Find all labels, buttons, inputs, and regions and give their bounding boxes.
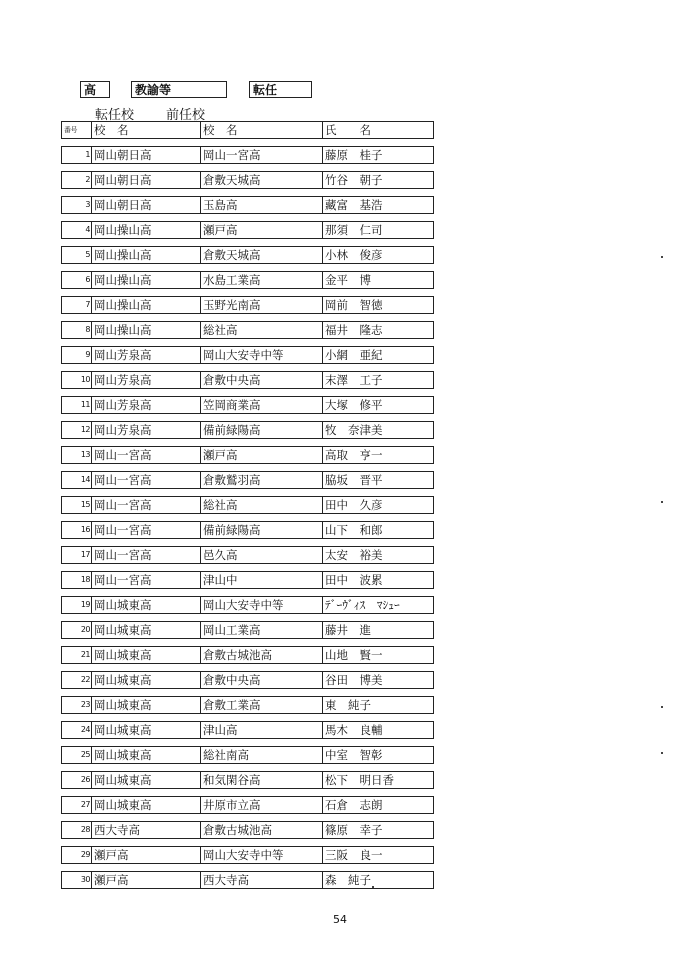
to-school: 岡山城東高 xyxy=(91,746,200,764)
table-row xyxy=(61,471,434,489)
row-spacer-cell xyxy=(61,714,434,721)
teacher-name: 森 純子 xyxy=(322,871,434,889)
teacher-name: 山地 賢一 xyxy=(322,646,434,664)
row-spacer xyxy=(61,214,434,221)
table-row xyxy=(61,371,434,389)
table-row xyxy=(61,596,434,614)
to-school: 瀬戸高 xyxy=(91,846,200,864)
row-spacer xyxy=(61,514,434,521)
row-spacer xyxy=(61,339,434,346)
from-school: 西大寺高 xyxy=(200,871,322,889)
row-number: 16 xyxy=(61,521,91,539)
from-school: 備前緑陽高 xyxy=(200,521,322,539)
row-spacer-cell xyxy=(61,389,434,396)
from-school: 備前緑陽高 xyxy=(200,421,322,439)
teacher-name: 大塚 修平 xyxy=(322,396,434,414)
to-school: 岡山操山高 xyxy=(91,271,200,289)
row-spacer xyxy=(61,314,434,321)
from-school: 津山中 xyxy=(200,571,322,589)
row-spacer xyxy=(61,539,434,546)
row-spacer-cell xyxy=(61,214,434,221)
row-number: 12 xyxy=(61,421,91,439)
from-school: 玉野光南高 xyxy=(200,296,322,314)
teacher-name: ﾃﾞｰｳﾞｨｽ ﾏｼｭｰ xyxy=(322,596,434,614)
table-row xyxy=(61,221,434,239)
row-number: 15 xyxy=(61,496,91,514)
teacher-name: 那須 仁司 xyxy=(322,221,434,239)
teacher-name: 藤原 桂子 xyxy=(322,146,434,164)
row-spacer-cell xyxy=(61,339,434,346)
to-school: 岡山城東高 xyxy=(91,621,200,639)
table-row xyxy=(61,296,434,314)
scan-dot xyxy=(661,256,663,258)
row-spacer xyxy=(61,464,434,471)
row-spacer-cell xyxy=(61,764,434,771)
row-spacer-cell xyxy=(61,289,434,296)
from-school: 和気閑谷高 xyxy=(200,771,322,789)
teacher-name: 馬木 良輔 xyxy=(322,721,434,739)
row-spacer-cell xyxy=(61,589,434,596)
row-spacer-cell xyxy=(61,139,434,146)
to-school: 岡山芳泉高 xyxy=(91,421,200,439)
row-spacer xyxy=(61,564,434,571)
from-school: 倉敷古城池高 xyxy=(200,821,322,839)
teacher-name: 松下 明日香 xyxy=(322,771,434,789)
row-spacer-cell xyxy=(61,689,434,696)
teacher-name: 牧 奈津美 xyxy=(322,421,434,439)
from-school: 水島工業高 xyxy=(200,271,322,289)
teacher-name: 藤井 進 xyxy=(322,621,434,639)
teacher-name: 竹谷 朝子 xyxy=(322,171,434,189)
row-spacer xyxy=(61,239,434,246)
table-row xyxy=(61,171,434,189)
row-spacer xyxy=(61,164,434,171)
row-spacer xyxy=(61,614,434,621)
row-spacer-cell xyxy=(61,164,434,171)
to-school: 岡山操山高 xyxy=(91,321,200,339)
table-row xyxy=(61,246,434,264)
row-spacer xyxy=(61,664,434,671)
table-row xyxy=(61,746,434,764)
teacher-name: 篠原 幸子 xyxy=(322,821,434,839)
row-spacer xyxy=(61,589,434,596)
teacher-name: 田中 波累 xyxy=(322,571,434,589)
to-school: 岡山城東高 xyxy=(91,671,200,689)
row-number: 29 xyxy=(61,846,91,864)
row-spacer xyxy=(61,489,434,496)
row-number: 2 xyxy=(61,171,91,189)
to-school: 瀬戸高 xyxy=(91,871,200,889)
row-spacer-cell xyxy=(61,564,434,571)
row-number: 13 xyxy=(61,446,91,464)
row-spacer xyxy=(61,689,434,696)
row-spacer-cell xyxy=(61,539,434,546)
row-spacer-cell xyxy=(61,439,434,446)
from-school: 瀬戸高 xyxy=(200,221,322,239)
row-spacer xyxy=(61,714,434,721)
transfer-type-box: 転任 xyxy=(249,81,312,98)
row-number: 23 xyxy=(61,696,91,714)
row-spacer-cell xyxy=(61,639,434,646)
to-school: 岡山城東高 xyxy=(91,721,200,739)
row-spacer-cell xyxy=(61,814,434,821)
from-school: 倉敷工業高 xyxy=(200,696,322,714)
table-row xyxy=(61,321,434,339)
category-box: 高 xyxy=(80,81,110,98)
to-school: 岡山城東高 xyxy=(91,596,200,614)
from-school: 岡山大安寺中等 xyxy=(200,846,322,864)
from-school: 総社高 xyxy=(200,496,322,514)
row-spacer xyxy=(61,389,434,396)
row-spacer xyxy=(61,364,434,371)
row-spacer xyxy=(61,264,434,271)
from-school: 井原市立高 xyxy=(200,796,322,814)
row-spacer xyxy=(61,414,434,421)
row-spacer xyxy=(61,139,434,146)
row-spacer-cell xyxy=(61,489,434,496)
teacher-name: 高取 亨一 xyxy=(322,446,434,464)
from-school: 岡山工業高 xyxy=(200,621,322,639)
table-row xyxy=(61,496,434,514)
row-spacer-cell xyxy=(61,789,434,796)
from-school: 総社南高 xyxy=(200,746,322,764)
teacher-name: 石倉 志朗 xyxy=(322,796,434,814)
row-spacer xyxy=(61,764,434,771)
table-row xyxy=(61,396,434,414)
from-school: 倉敷天城高 xyxy=(200,246,322,264)
to-school: 西大寺高 xyxy=(91,821,200,839)
row-spacer-cell xyxy=(61,739,434,746)
table-row xyxy=(61,796,434,814)
from-school: 岡山一宮高 xyxy=(200,146,322,164)
row-spacer-cell xyxy=(61,364,434,371)
header-from-school: 校 名 xyxy=(200,121,322,139)
table-row xyxy=(61,196,434,214)
row-spacer xyxy=(61,814,434,821)
row-number: 18 xyxy=(61,571,91,589)
row-spacer-cell xyxy=(61,464,434,471)
row-number: 17 xyxy=(61,546,91,564)
teacher-name: 小林 俊彦 xyxy=(322,246,434,264)
teacher-name: 谷田 博美 xyxy=(322,671,434,689)
to-school: 岡山城東高 xyxy=(91,796,200,814)
row-spacer xyxy=(61,739,434,746)
row-number: 19 xyxy=(61,596,91,614)
teacher-name: 福井 隆志 xyxy=(322,321,434,339)
row-number: 14 xyxy=(61,471,91,489)
table-row xyxy=(61,271,434,289)
table-row xyxy=(61,146,434,164)
to-school: 岡山芳泉高 xyxy=(91,371,200,389)
row-number: 27 xyxy=(61,796,91,814)
row-spacer-cell xyxy=(61,514,434,521)
teacher-name: 脇坂 晋平 xyxy=(322,471,434,489)
row-spacer-cell xyxy=(61,239,434,246)
row-spacer-cell xyxy=(61,414,434,421)
row-number: 25 xyxy=(61,746,91,764)
teacher-name: 田中 久彦 xyxy=(322,496,434,514)
table-row xyxy=(61,771,434,789)
to-school: 岡山朝日高 xyxy=(91,196,200,214)
position-box: 教諭等 xyxy=(131,81,227,98)
row-spacer xyxy=(61,639,434,646)
header-to-school: 校 名 xyxy=(91,121,200,139)
row-number: 4 xyxy=(61,221,91,239)
scan-dot xyxy=(372,886,374,888)
row-spacer xyxy=(61,439,434,446)
from-school: 邑久高 xyxy=(200,546,322,564)
table-header-row xyxy=(61,121,434,139)
row-number: 22 xyxy=(61,671,91,689)
to-school: 岡山城東高 xyxy=(91,696,200,714)
to-school: 岡山一宮高 xyxy=(91,446,200,464)
row-number: 26 xyxy=(61,771,91,789)
table-row xyxy=(61,671,434,689)
table-row xyxy=(61,571,434,589)
row-number: 7 xyxy=(61,296,91,314)
row-number: 3 xyxy=(61,196,91,214)
from-school: 倉敷中央高 xyxy=(200,371,322,389)
from-school: 笠岡商業高 xyxy=(200,396,322,414)
table-row xyxy=(61,621,434,639)
from-school: 倉敷古城池高 xyxy=(200,646,322,664)
row-spacer-cell xyxy=(61,839,434,846)
from-school: 玉島高 xyxy=(200,196,322,214)
table-row xyxy=(61,821,434,839)
teacher-name: 金平 博 xyxy=(322,271,434,289)
row-spacer-cell xyxy=(61,189,434,196)
table-row xyxy=(61,846,434,864)
header-name: 氏 名 xyxy=(322,121,434,139)
table-row xyxy=(61,721,434,739)
row-spacer-cell xyxy=(61,614,434,621)
to-school: 岡山操山高 xyxy=(91,221,200,239)
row-spacer xyxy=(61,789,434,796)
teacher-name: 岡前 智徳 xyxy=(322,296,434,314)
table-row xyxy=(61,546,434,564)
teacher-name: 三阪 良一 xyxy=(322,846,434,864)
from-school: 岡山大安寺中等 xyxy=(200,596,322,614)
row-number: 5 xyxy=(61,246,91,264)
to-school: 岡山一宮高 xyxy=(91,546,200,564)
row-number: 21 xyxy=(61,646,91,664)
table-row xyxy=(61,421,434,439)
from-school: 瀬戸高 xyxy=(200,446,322,464)
row-number: 8 xyxy=(61,321,91,339)
from-school: 岡山大安寺中等 xyxy=(200,346,322,364)
scan-dot xyxy=(661,501,663,503)
to-school: 岡山操山高 xyxy=(91,246,200,264)
row-number: 9 xyxy=(61,346,91,364)
from-school: 倉敷鷲羽高 xyxy=(200,471,322,489)
scan-dot xyxy=(661,752,663,754)
teacher-name: 藏富 基浩 xyxy=(322,196,434,214)
to-school-caption: 転任校 xyxy=(95,108,135,123)
row-spacer-cell xyxy=(61,264,434,271)
row-spacer-cell xyxy=(61,314,434,321)
to-school: 岡山城東高 xyxy=(91,646,200,664)
row-number: 28 xyxy=(61,821,91,839)
row-number: 11 xyxy=(61,396,91,414)
to-school: 岡山芳泉高 xyxy=(91,396,200,414)
row-number: 20 xyxy=(61,621,91,639)
from-school-caption: 前任校 xyxy=(166,108,206,123)
from-school: 倉敷天城高 xyxy=(200,171,322,189)
table-row xyxy=(61,521,434,539)
to-school: 岡山城東高 xyxy=(91,771,200,789)
page-number: 54 xyxy=(333,913,347,926)
table-row xyxy=(61,871,434,889)
row-spacer-cell xyxy=(61,664,434,671)
teacher-name: 中室 智彰 xyxy=(322,746,434,764)
table-row xyxy=(61,696,434,714)
row-spacer-cell xyxy=(61,864,434,871)
scan-dot xyxy=(661,706,663,708)
table-row xyxy=(61,346,434,364)
to-school: 岡山一宮高 xyxy=(91,571,200,589)
from-school: 総社高 xyxy=(200,321,322,339)
to-school: 岡山操山高 xyxy=(91,296,200,314)
to-school: 岡山一宮高 xyxy=(91,471,200,489)
row-number: 6 xyxy=(61,271,91,289)
row-number: 10 xyxy=(61,371,91,389)
transfer-table xyxy=(61,121,434,889)
to-school: 岡山朝日高 xyxy=(91,171,200,189)
transfer-table-body xyxy=(61,121,434,889)
from-school: 津山高 xyxy=(200,721,322,739)
row-spacer xyxy=(61,864,434,871)
row-spacer xyxy=(61,289,434,296)
teacher-name: 小網 亜紀 xyxy=(322,346,434,364)
teacher-name: 東 純子 xyxy=(322,696,434,714)
from-school: 倉敷中央高 xyxy=(200,671,322,689)
header-number: 番号 xyxy=(61,121,91,139)
table-row xyxy=(61,446,434,464)
row-number: 24 xyxy=(61,721,91,739)
table-row xyxy=(61,646,434,664)
teacher-name: 太安 裕美 xyxy=(322,546,434,564)
to-school: 岡山一宮高 xyxy=(91,496,200,514)
row-number: 1 xyxy=(61,146,91,164)
to-school: 岡山一宮高 xyxy=(91,521,200,539)
row-spacer xyxy=(61,189,434,196)
row-number: 30 xyxy=(61,871,91,889)
to-school: 岡山朝日高 xyxy=(91,146,200,164)
to-school: 岡山芳泉高 xyxy=(91,346,200,364)
row-spacer xyxy=(61,839,434,846)
teacher-name: 山下 和郎 xyxy=(322,521,434,539)
teacher-name: 末澤 工子 xyxy=(322,371,434,389)
